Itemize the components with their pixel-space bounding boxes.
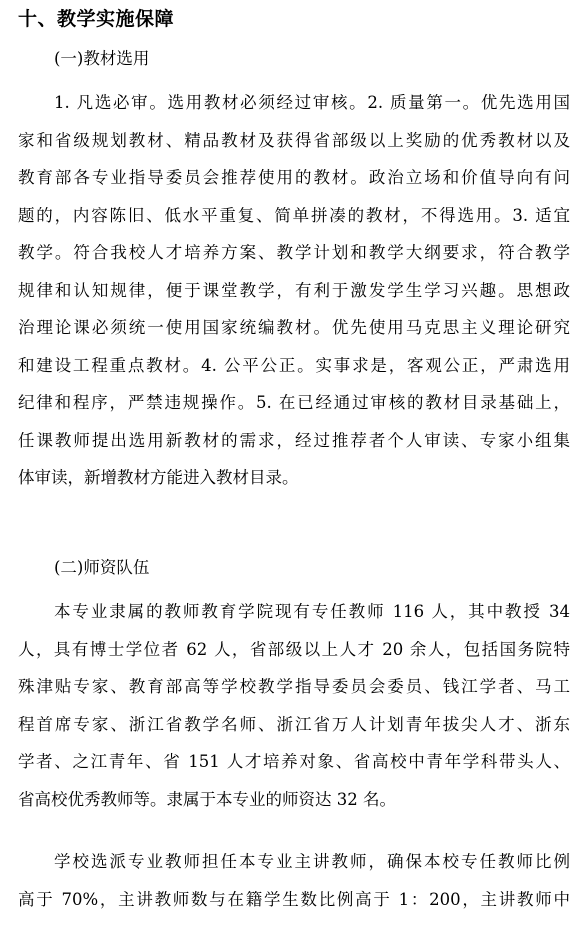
faculty-paragraph xyxy=(18,593,570,818)
text-line: 学校选派专业教师担任本专业主讲教师，确保本校专任教师比例 xyxy=(54,852,570,871)
faculty-paragraph-2 xyxy=(18,843,570,918)
faculty-subheading: (二)师资队伍 xyxy=(54,558,150,577)
text-line: 体审读，新增教材方能进入教材目录。 xyxy=(18,468,299,487)
text-line: 规律和认知规律，便于课堂教学，有利于激发学生学习兴趣。思想政 xyxy=(18,280,570,300)
text-line: 家和省级规划教材、精品教材及获得省部级以上奖励的优秀教材以及 xyxy=(18,130,570,150)
text-line: 1. 凡选必审。选用教材必须经过审核。2. 质量第一。优先选用国 xyxy=(54,93,570,112)
text-line: 和建设工程重点教材。4. 公平公正。实事求是，客观公正，严肃选用 xyxy=(18,355,570,375)
text-line: 治理论课必须统一使用国家统编教材。优先使用马克思主义理论研究 xyxy=(18,318,570,337)
text-line: 教学。符合我校人才培养方案、教学计划和教学大纲要求，符合教学 xyxy=(18,243,570,262)
text-line: 人，具有博士学位者 62 人，省部级以上人才 20 余人，包括国务院特 xyxy=(18,639,570,659)
text-line: 学者、之江青年、省 151 人才培养对象、省高校中青年学科带头人、 xyxy=(18,752,570,771)
text-line: 任课教师提出选用新教材的需求，经过推荐者个人审读、专家小组集 xyxy=(18,430,570,450)
text-line: 纪律和程序，严禁违规操作。5. 在已经通过审核的教材目录基础上， xyxy=(18,393,570,412)
text-line: 程首席专家、浙江省教学名师、浙江省万人计划青年拔尖人才、浙东 xyxy=(18,714,570,734)
text-line: 教育部各专业指导委员会推荐使用的教材。政治立场和价值导向有问 xyxy=(18,168,570,187)
text-line: 殊津贴专家、教育部高等学校教学指导委员会委员、钱江学者、马工 xyxy=(18,677,570,696)
textbook-paragraph xyxy=(18,84,570,497)
text-line: 高于 70%，主讲教师数与在籍学生数比例高于 1：200，主讲教师中 xyxy=(18,889,570,909)
section-title: 十、教学实施保障 xyxy=(18,8,175,30)
text-line: 省高校优秀教师等。隶属于本专业的师资达 32 名。 xyxy=(18,789,396,809)
text-line: 本专业隶属的教师教育学院现有专任教师 116 人，其中教授 34 xyxy=(54,602,570,621)
text-line: 题的，内容陈旧、低水平重复、简单拼凑的教材，不得选用。3. 适宜 xyxy=(18,205,570,225)
textbook-subheading: (一)教材选用 xyxy=(54,49,150,68)
